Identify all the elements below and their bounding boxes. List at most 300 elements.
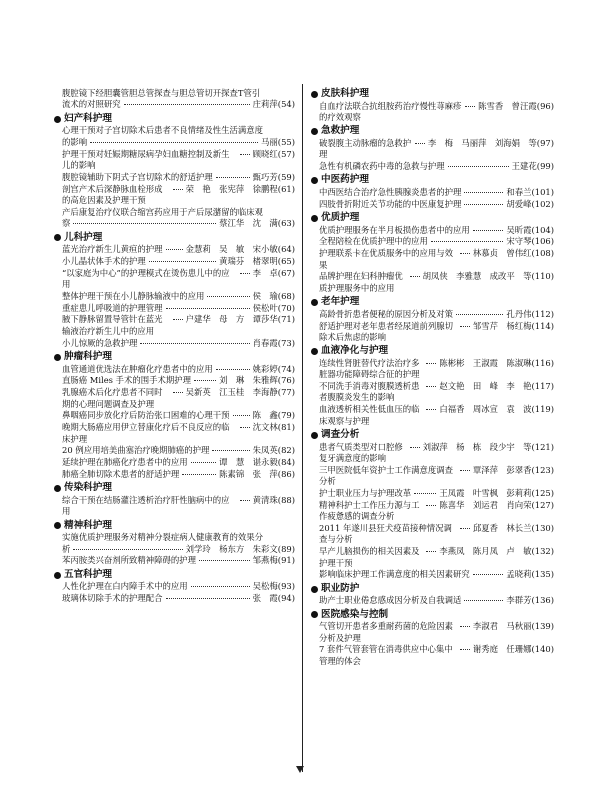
toc-entry [311, 569, 554, 580]
entry-author-row [311, 358, 554, 381]
entry-title-line: 血管通道优选法在肿瘤化疗患者中的应用 [62, 363, 213, 374]
entry-author-row [54, 495, 295, 518]
section-heading [311, 296, 554, 309]
dot-leader [90, 142, 258, 143]
entry-page-number: (81) [277, 422, 295, 433]
entry-page-number: (101) [531, 186, 554, 197]
entry-author-row [54, 256, 295, 267]
entry-page-number: (96) [536, 100, 554, 111]
toc-entry [311, 500, 554, 523]
toc-entry [311, 138, 554, 161]
section-bullet-icon [311, 348, 318, 355]
section-title: 五官科护理 [64, 568, 112, 580]
toc-entry [311, 595, 554, 606]
entry-title-line: 重症患儿呼吸道的护理管理 [62, 302, 163, 313]
entry-page-number: (57) [277, 148, 295, 159]
section-bullet-icon [54, 234, 61, 241]
entry-authors: 李群芳 [506, 595, 532, 606]
toc-entry [311, 358, 554, 381]
entry-title-line: 中西医结合治疗急性胰腺炎患者的护理 [319, 186, 462, 197]
section-heading [311, 88, 554, 101]
entry-authors: 林慕贞 曾伟红 [472, 248, 532, 259]
entry-authors: 陈彬彬 王淑霞 陈淑琳 [439, 357, 532, 368]
toc-entry [311, 199, 554, 210]
entry-author-row [311, 569, 554, 580]
entry-authors: 李淑君 马秋丽 [472, 621, 532, 632]
dot-leader [233, 415, 250, 416]
toc-entry [54, 244, 295, 255]
entry-authors: 朱凤英 [252, 445, 278, 456]
toc-entry [311, 321, 554, 344]
entry-author-row [54, 457, 295, 468]
dot-leader [212, 450, 249, 451]
section-bullet-icon [311, 432, 318, 439]
toc-entry [54, 314, 295, 337]
entry-author-row [54, 303, 295, 314]
entry-authors: 刘 琳 朱雅辉 [219, 375, 278, 386]
entry-title-line: 影响临床护理工作满意度的相关因素研究 [319, 569, 470, 580]
entry-authors: 陈雪香 曾汪霞 [478, 100, 537, 111]
section-bullet-icon [54, 522, 61, 529]
toc-entry [54, 268, 295, 291]
entry-title-line: 护士职业压力与护理改革 [319, 487, 412, 498]
entry-author-row [311, 404, 554, 427]
toc-entry [54, 364, 295, 375]
toc-entry [54, 338, 295, 349]
entry-author-row [311, 381, 554, 404]
entry-authors: 覃泽萍 彭翠香 [472, 464, 532, 475]
entry-author-row [311, 138, 554, 161]
toc-entry [311, 523, 554, 546]
toc-entry [54, 387, 295, 410]
entry-page-number: (119) [531, 404, 554, 415]
entry-page-number: (127) [531, 499, 554, 510]
entry-authors: 胡凤侠 李雅慧 成改平 等 [422, 271, 532, 282]
entry-title-line: 实施优质护理服务对精神分裂症病人健康教育的效果分 [62, 532, 263, 543]
entry-title-line: 三甲医院低年资护士工作满意度调查分析 [319, 464, 453, 487]
toc-entry [311, 404, 554, 427]
toc-section [54, 113, 295, 230]
entry-page-number: (82) [277, 445, 295, 456]
entry-page-number: (73) [277, 337, 295, 348]
entry-authors: 吴新英 江玉桂 李海静 [185, 387, 278, 398]
toc-entry [54, 410, 295, 421]
entry-title-line: 苯丙胺类兴奋剂所致精神障碍的护理 [62, 555, 196, 566]
toc-section [54, 520, 295, 567]
entry-page-number: (79) [277, 410, 295, 421]
section-title: 老年护理 [321, 296, 360, 308]
toc-entry [54, 88, 295, 111]
entry-author-row [54, 218, 295, 229]
entry-author-row [311, 271, 554, 294]
dot-leader [124, 104, 250, 105]
entry-author-row [54, 172, 295, 183]
section-heading [54, 232, 295, 245]
entry-page-number: (86) [277, 468, 295, 479]
entry-authors: 姚彩婷 [252, 363, 278, 374]
section-heading [311, 345, 554, 358]
entry-page-number: (71) [277, 314, 295, 325]
dot-leader [149, 261, 216, 262]
entry-title-line: 2011 年遂川县狂犬疫苗接种情况调查与分析 [319, 522, 452, 545]
toc-section [54, 482, 295, 517]
entry-title-line: 乳腺癌术后化疗患者不同时期的心理问题调查及护理 [62, 387, 163, 409]
entry-author-row [54, 99, 295, 110]
toc-entry [311, 271, 554, 294]
entry-page-number: (121) [531, 441, 554, 452]
section-heading [311, 429, 554, 442]
section-heading [311, 583, 554, 596]
entry-page-number: (70) [277, 302, 295, 313]
entry-title-line: 析 [62, 543, 71, 554]
entry-title-line: 玻璃体切除手术的护理配合 [62, 593, 163, 604]
entry-authors: 顾晓红 [252, 148, 278, 159]
toc-entry [311, 248, 554, 271]
dot-leader [460, 470, 470, 471]
toc-section [311, 583, 554, 607]
dot-leader [410, 447, 420, 448]
dot-leader [216, 369, 250, 370]
entry-authors: 沈文林 [252, 422, 278, 433]
section-title: 职业防护 [321, 582, 360, 594]
entry-title-line: 助产士职业倦怠感成因分析及自我调适 [319, 595, 462, 606]
section-title: 调查分析 [321, 429, 360, 441]
entry-authors: 宋守琴 [506, 236, 532, 247]
dot-leader [473, 574, 504, 575]
dot-leader [460, 528, 470, 529]
entry-authors: 刘学玲 杨东方 朱彩文 [185, 543, 278, 554]
dot-leader [191, 586, 250, 587]
entry-author-row [54, 544, 295, 555]
entry-title-line: 综合干预在结肠灌注透析治疗肝性脑病中的应用 [62, 494, 230, 517]
entry-title-line: 破裂腹主动脉瘤的急救护理 [319, 137, 412, 160]
entry-page-number: (89) [277, 543, 295, 554]
entry-author-row [54, 410, 295, 421]
toc-entry [311, 161, 554, 172]
entry-author-row [311, 595, 554, 606]
entry-authors: 陈素锦 张 萍 [219, 468, 278, 479]
entry-page-number: (117) [531, 381, 554, 392]
dot-leader [426, 363, 436, 364]
section-bullet-icon [54, 485, 61, 492]
dot-leader [456, 314, 503, 315]
dot-leader [448, 166, 509, 167]
toc-section [311, 125, 554, 172]
entry-author-row [311, 161, 554, 172]
entry-authors: 白福香 周冰宣 袁 波 [439, 404, 532, 415]
section-bullet-icon [54, 116, 61, 123]
dot-leader [216, 177, 250, 178]
entry-page-number: (93) [277, 581, 295, 592]
entry-title-line: 腋下静脉留置导管针在蓝光输液治疗新生儿中的应用 [62, 314, 163, 336]
entry-page-number: (63) [277, 218, 295, 229]
toc-entry [311, 236, 554, 247]
entry-author-row [311, 621, 554, 644]
entry-authors: 谭 慧 谌永毅 [219, 457, 278, 468]
entry-page-number: (67) [277, 267, 295, 278]
entry-authors: 马丽 [261, 136, 278, 147]
entry-title-line: 腹腔镜辅助下阴式子宫切除术的舒适护理 [62, 171, 213, 182]
toc-entry [54, 303, 295, 314]
toc-entry [54, 555, 295, 566]
entry-authors: 刘淑萍 杨 栋 段少宇 等 [422, 441, 532, 452]
section-title: 儿科护理 [64, 231, 103, 243]
toc-entry [311, 442, 554, 465]
entry-page-number: (108) [531, 248, 554, 259]
entry-page-number: (139) [531, 621, 554, 632]
section-title: 中医药护理 [321, 174, 369, 186]
entry-page-number: (64) [277, 244, 295, 255]
section-heading [54, 520, 295, 533]
toc-section [311, 609, 554, 668]
entry-title-line: 的影响 [62, 136, 88, 147]
section-title: 医院感染与控制 [321, 608, 389, 620]
entry-authors: 谢秀庭 任珊娜 [472, 644, 532, 655]
toc-section [311, 174, 554, 210]
dot-leader [240, 427, 250, 428]
entry-page-number: (77) [277, 387, 295, 398]
section-title: 急救护理 [321, 125, 360, 137]
toc-entry [54, 291, 295, 302]
entry-title-line: 延续护理在肺癌化疗患者中的应用 [62, 457, 188, 468]
entry-authors: 庄莉萍 [252, 99, 278, 110]
entry-title-line: 四肢骨折附近关节功能的中医康复护理 [319, 198, 462, 209]
section-bullet-icon [311, 215, 318, 222]
dot-leader [182, 474, 216, 475]
toc-left-column [54, 86, 295, 605]
entry-author-row [54, 445, 295, 456]
section-bullet-icon [311, 611, 318, 618]
entry-page-number: (125) [531, 487, 554, 498]
section-heading [54, 351, 295, 364]
toc-entry [54, 457, 295, 468]
entry-title-line: 流术的对照研究 [62, 99, 121, 110]
dot-leader [460, 253, 470, 254]
entry-page-number: (114) [531, 320, 554, 331]
entry-authors: 吴昕霞 [506, 224, 532, 235]
entry-title-line: 急性有机磷农药中毒的急救与护理 [319, 161, 445, 172]
section-title: 优质护理 [321, 212, 360, 224]
entry-author-row [311, 225, 554, 236]
dot-leader [426, 551, 436, 552]
entry-author-row [54, 581, 295, 592]
entry-authors: 肖春霞 [252, 337, 278, 348]
toc-entry [311, 309, 554, 320]
entry-author-row [54, 375, 295, 386]
entry-author-row [311, 236, 554, 247]
entry-author-row [54, 469, 295, 480]
dot-leader [431, 241, 503, 242]
entry-title-line: 护理干预对妊娠期糖尿病孕妇血糖控制及新生儿的影响 [62, 148, 230, 170]
section-heading [311, 212, 554, 225]
toc-section [311, 345, 554, 427]
entry-authors: 荣 艳 张宪萍 徐鹏程 [185, 183, 278, 194]
section-title: 妇产科护理 [64, 112, 112, 124]
entry-title-line: 察 [62, 218, 71, 229]
section-bullet-icon [54, 572, 61, 579]
section-heading [311, 125, 554, 138]
entry-authors: 甄巧芳 [252, 171, 278, 182]
entry-title-line: 护理联系卡在优质服务中的应用与效果 [319, 248, 453, 270]
entry-page-number: (140) [531, 644, 554, 655]
entry-page-number: (110) [531, 271, 554, 282]
dot-leader [426, 386, 436, 387]
dot-leader [240, 500, 250, 501]
entry-page-number: (65) [277, 255, 295, 266]
toc-entry [54, 581, 295, 592]
section-heading [54, 482, 295, 495]
dot-leader [166, 249, 183, 250]
toc-section [311, 429, 554, 581]
toc-entry [54, 469, 295, 480]
entry-page-number: (97) [536, 137, 554, 148]
entry-title-line: 不同洗手消毒对腹膜透析患者腹膜炎发生的影响 [319, 381, 420, 403]
entry-author-row [54, 593, 295, 604]
entry-page-number: (76) [277, 375, 295, 386]
entry-authors: 王建花 [511, 161, 537, 172]
toc-entry [311, 546, 554, 569]
entry-authors: 和春兰 [506, 186, 532, 197]
entry-page-number: (59) [277, 171, 295, 182]
toc-entry [311, 465, 554, 488]
entry-author-row [54, 149, 295, 172]
entry-authors: 侯松叶 [252, 302, 278, 313]
entry-title-line: 整体护理干预在小儿静脉输液中的应用 [62, 290, 205, 301]
toc-section [54, 88, 295, 111]
entry-authors: 赵文艳 田 峰 李 艳 [439, 381, 532, 392]
entry-author-row [311, 644, 554, 667]
entry-page-number: (116) [531, 357, 554, 368]
entry-authors: 黄瑞芬 楮翠明 [219, 255, 278, 266]
dot-leader [464, 204, 503, 205]
entry-title-line: 20 例应用培美曲塞治疗晚期肺癌的护理 [62, 445, 210, 456]
dot-leader [464, 600, 503, 601]
entry-author-row [311, 523, 554, 546]
section-bullet-icon [54, 354, 61, 361]
entry-author-row [54, 137, 295, 148]
entry-title-line: 小儿惊厥的急救护理 [62, 337, 138, 348]
toc-entry [54, 532, 295, 555]
entry-title-line: 小儿晶状体手术的护理 [62, 255, 146, 266]
toc-entry [54, 172, 295, 183]
entry-title-line: 精神科护士工作压力源与工作疲惫感的调查分析 [319, 499, 420, 522]
entry-title-line: 早产儿脑损伤的相关因素及护理干预 [319, 546, 420, 568]
dot-leader [166, 308, 250, 309]
entry-author-row [311, 442, 554, 465]
dot-leader [140, 343, 249, 344]
toc-section [54, 351, 295, 480]
entry-title-line: 舒适护理对老年患者经尿道前列腺切除术后焦虑的影响 [319, 320, 453, 342]
dot-leader [166, 598, 250, 599]
entry-page-number: (54) [277, 99, 295, 110]
entry-authors: 蔡江华 沈 满 [219, 218, 278, 229]
entry-page-number: (94) [277, 593, 295, 604]
entry-authors: 孔丹伟 [506, 308, 532, 319]
toc-entry [311, 101, 554, 124]
entry-page-number: (132) [531, 546, 554, 557]
entry-author-row [54, 422, 295, 445]
entry-author-row [311, 187, 554, 198]
dot-leader [199, 560, 250, 561]
toc-entry [54, 593, 295, 604]
dot-leader [73, 549, 182, 550]
section-title: 皮肤科护理 [321, 88, 369, 99]
dot-leader [240, 154, 250, 155]
entry-title-line: 高龄骨折患者便秘的原因分析及对策 [319, 308, 453, 319]
entry-authors: 吴松梅 [252, 581, 278, 592]
section-title: 血液净化与护理 [321, 345, 389, 357]
entry-author-row [311, 309, 554, 320]
entry-author-row [54, 314, 295, 337]
toc-entry [54, 149, 295, 172]
dot-leader [465, 106, 475, 107]
entry-authors: 陈喜华 刘运君 肖向荣 [439, 499, 532, 510]
section-bullet-icon [311, 299, 318, 306]
toc-entry [311, 381, 554, 404]
dot-leader [73, 223, 216, 224]
entry-author-row [311, 465, 554, 488]
entry-title-line: 优质护理服务在半月板损伤患者中的应用 [319, 224, 470, 235]
entry-page-number: (74) [277, 363, 295, 374]
entry-authors: 孟晓莉 [506, 569, 532, 580]
entry-page-number: (88) [277, 494, 295, 505]
entry-author-row [311, 321, 554, 344]
entry-author-row [311, 488, 554, 499]
entry-page-number: (61) [277, 183, 295, 194]
entry-title-line: 连续性肾脏替代疗法治疗多脏器功能障碍综合征的护理 [319, 357, 420, 380]
section-bullet-icon [311, 128, 318, 135]
dot-leader [410, 276, 420, 277]
section-heading [311, 174, 554, 187]
toc-entry [54, 256, 295, 267]
entry-author-row [54, 184, 295, 207]
toc-section [311, 212, 554, 294]
entry-author-row [311, 248, 554, 271]
entry-page-number: (106) [531, 236, 554, 247]
entry-authors: 胡爱峰 [506, 198, 532, 209]
entry-page-number: (112) [531, 308, 554, 319]
entry-title-line: 腹腔镜下经胆囊管胆总管探查与胆总管切开探查T管引 [62, 88, 261, 98]
entry-page-number: (136) [531, 595, 554, 606]
entry-authors: 李 卓 [252, 267, 278, 278]
toc-entry [311, 621, 554, 644]
dot-leader [426, 505, 436, 506]
toc-entry [54, 422, 295, 445]
entry-title-line: 晚期大肠癌应用伊立替康化疗后不良反应的临床护理 [62, 422, 230, 444]
entry-title-line: “以家庭为中心”的护理模式在烫伤患儿中的应用 [62, 267, 230, 290]
toc-entry [311, 488, 554, 499]
entry-author-row [311, 546, 554, 569]
section-bullet-icon [311, 91, 318, 98]
toc-entry [54, 125, 295, 148]
entry-authors: 李 梅 马丽萍 刘海娟 等 [427, 137, 537, 148]
toc-entry [54, 495, 295, 518]
dot-leader [414, 493, 436, 494]
dot-leader [191, 462, 217, 463]
entry-authors: 王凤霞 叶雪枫 彭莉莉 [439, 487, 532, 498]
entry-authors: 户建华 母 方 谭莎华 [185, 314, 278, 325]
entry-authors: 邹燕梅 [252, 555, 278, 566]
toc-entry [311, 644, 554, 667]
entry-title-line: 心理干预对子宫切除术后患者不良情绪及性生活满意度 [62, 125, 263, 136]
entry-author-row [54, 338, 295, 349]
dot-leader [460, 626, 470, 627]
entry-author-row [54, 364, 295, 375]
toc-section [311, 296, 554, 343]
section-title: 传染科护理 [64, 482, 112, 494]
entry-title-line: 产后康复治疗仪联合缩宫药应用于产后尿潴留的临床观 [62, 206, 263, 217]
entry-page-number: (68) [277, 290, 295, 301]
